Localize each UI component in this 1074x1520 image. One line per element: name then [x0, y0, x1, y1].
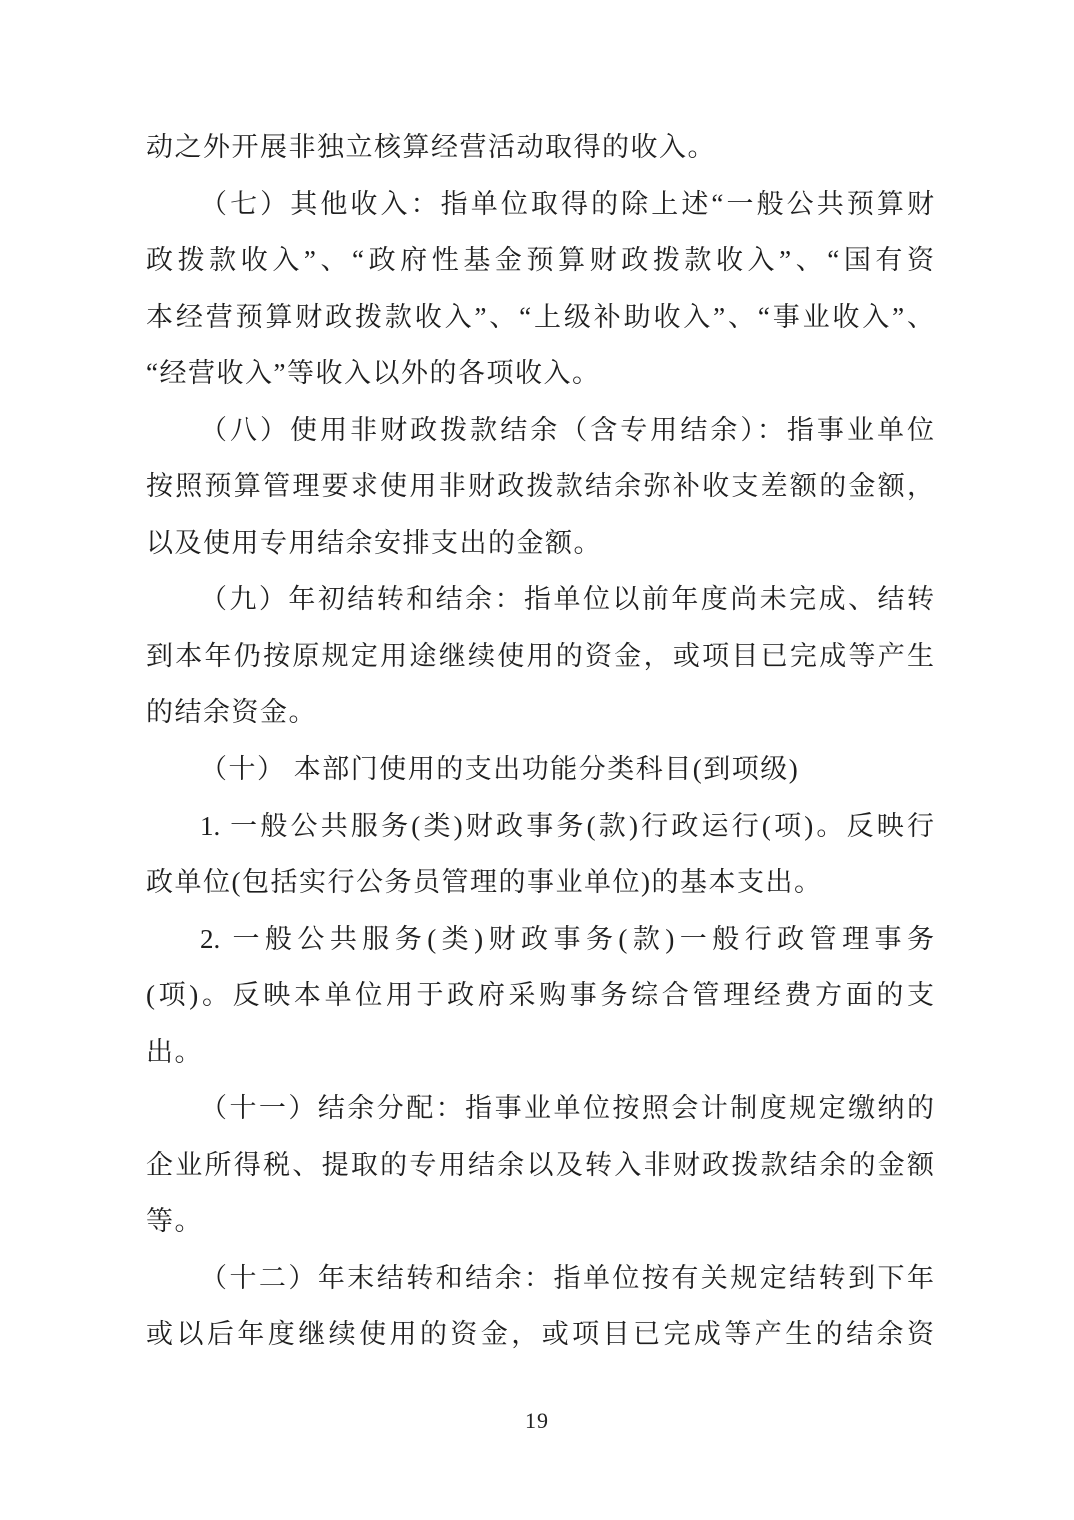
document-body	[146, 119, 934, 1363]
text-line: 以及使用专用结余安排支出的金额。	[146, 527, 602, 558]
text-line: 按照预算管理要求使用非财政拨款结余弥补收支差额的金额，	[146, 471, 934, 502]
text-line: 出。	[146, 1036, 203, 1067]
text-line: 或以后年度继续使用的资金，或项目已完成等产生的结余资	[146, 1319, 934, 1350]
text-line: 政拨款收入”、“政府性基金预算财政拨款收入”、“国有资	[146, 245, 934, 276]
text-line: （八）使用非财政拨款结余（含专用结余）：指事业单位	[200, 414, 934, 445]
text-line: 企业所得税、提取的专用结余以及转入非财政拨款结余的金额	[146, 1149, 934, 1180]
text-line: “经营收入”等收入以外的各项收入。	[146, 358, 601, 389]
text-line: 本经营预算财政拨款收入”、“上级补助收入”、“事业收入”、	[146, 301, 934, 332]
text-line: （九）年初结转和结余：指单位以前年度尚未完成、结转	[200, 584, 934, 615]
text-line: 等。	[146, 1206, 203, 1237]
text-line: 政单位(包括实行公务员管理的事业单位)的基本支出。	[146, 867, 823, 898]
text-line: (项)。反映本单位用于政府采购事务综合管理经费方面的支	[146, 980, 934, 1011]
text-line: （十） 本部门使用的支出功能分类科目(到项级)	[200, 754, 800, 785]
page-number: 19	[525, 1408, 549, 1433]
text-line: 2. 一般公共服务(类)财政事务(款)一般行政管理事务	[200, 923, 934, 954]
text-line: （七）其他收入：指单位取得的除上述“一般公共预算财	[200, 188, 934, 219]
text-line: 的结余资金。	[146, 697, 317, 728]
text-line: （十二）年末结转和结余：指单位按有关规定结转到下年	[200, 1262, 934, 1293]
text-line: 到本年仍按原规定用途继续使用的资金，或项目已完成等产生	[146, 640, 934, 671]
text-line: 动之外开展非独立核算经营活动取得的收入。	[146, 132, 716, 162]
text-line: （十一）结余分配：指事业单位按照会计制度规定缴纳的	[200, 1093, 934, 1124]
text-line: 1. 一般公共服务(类)财政事务(款)行政运行(项)。反映行	[200, 810, 934, 841]
